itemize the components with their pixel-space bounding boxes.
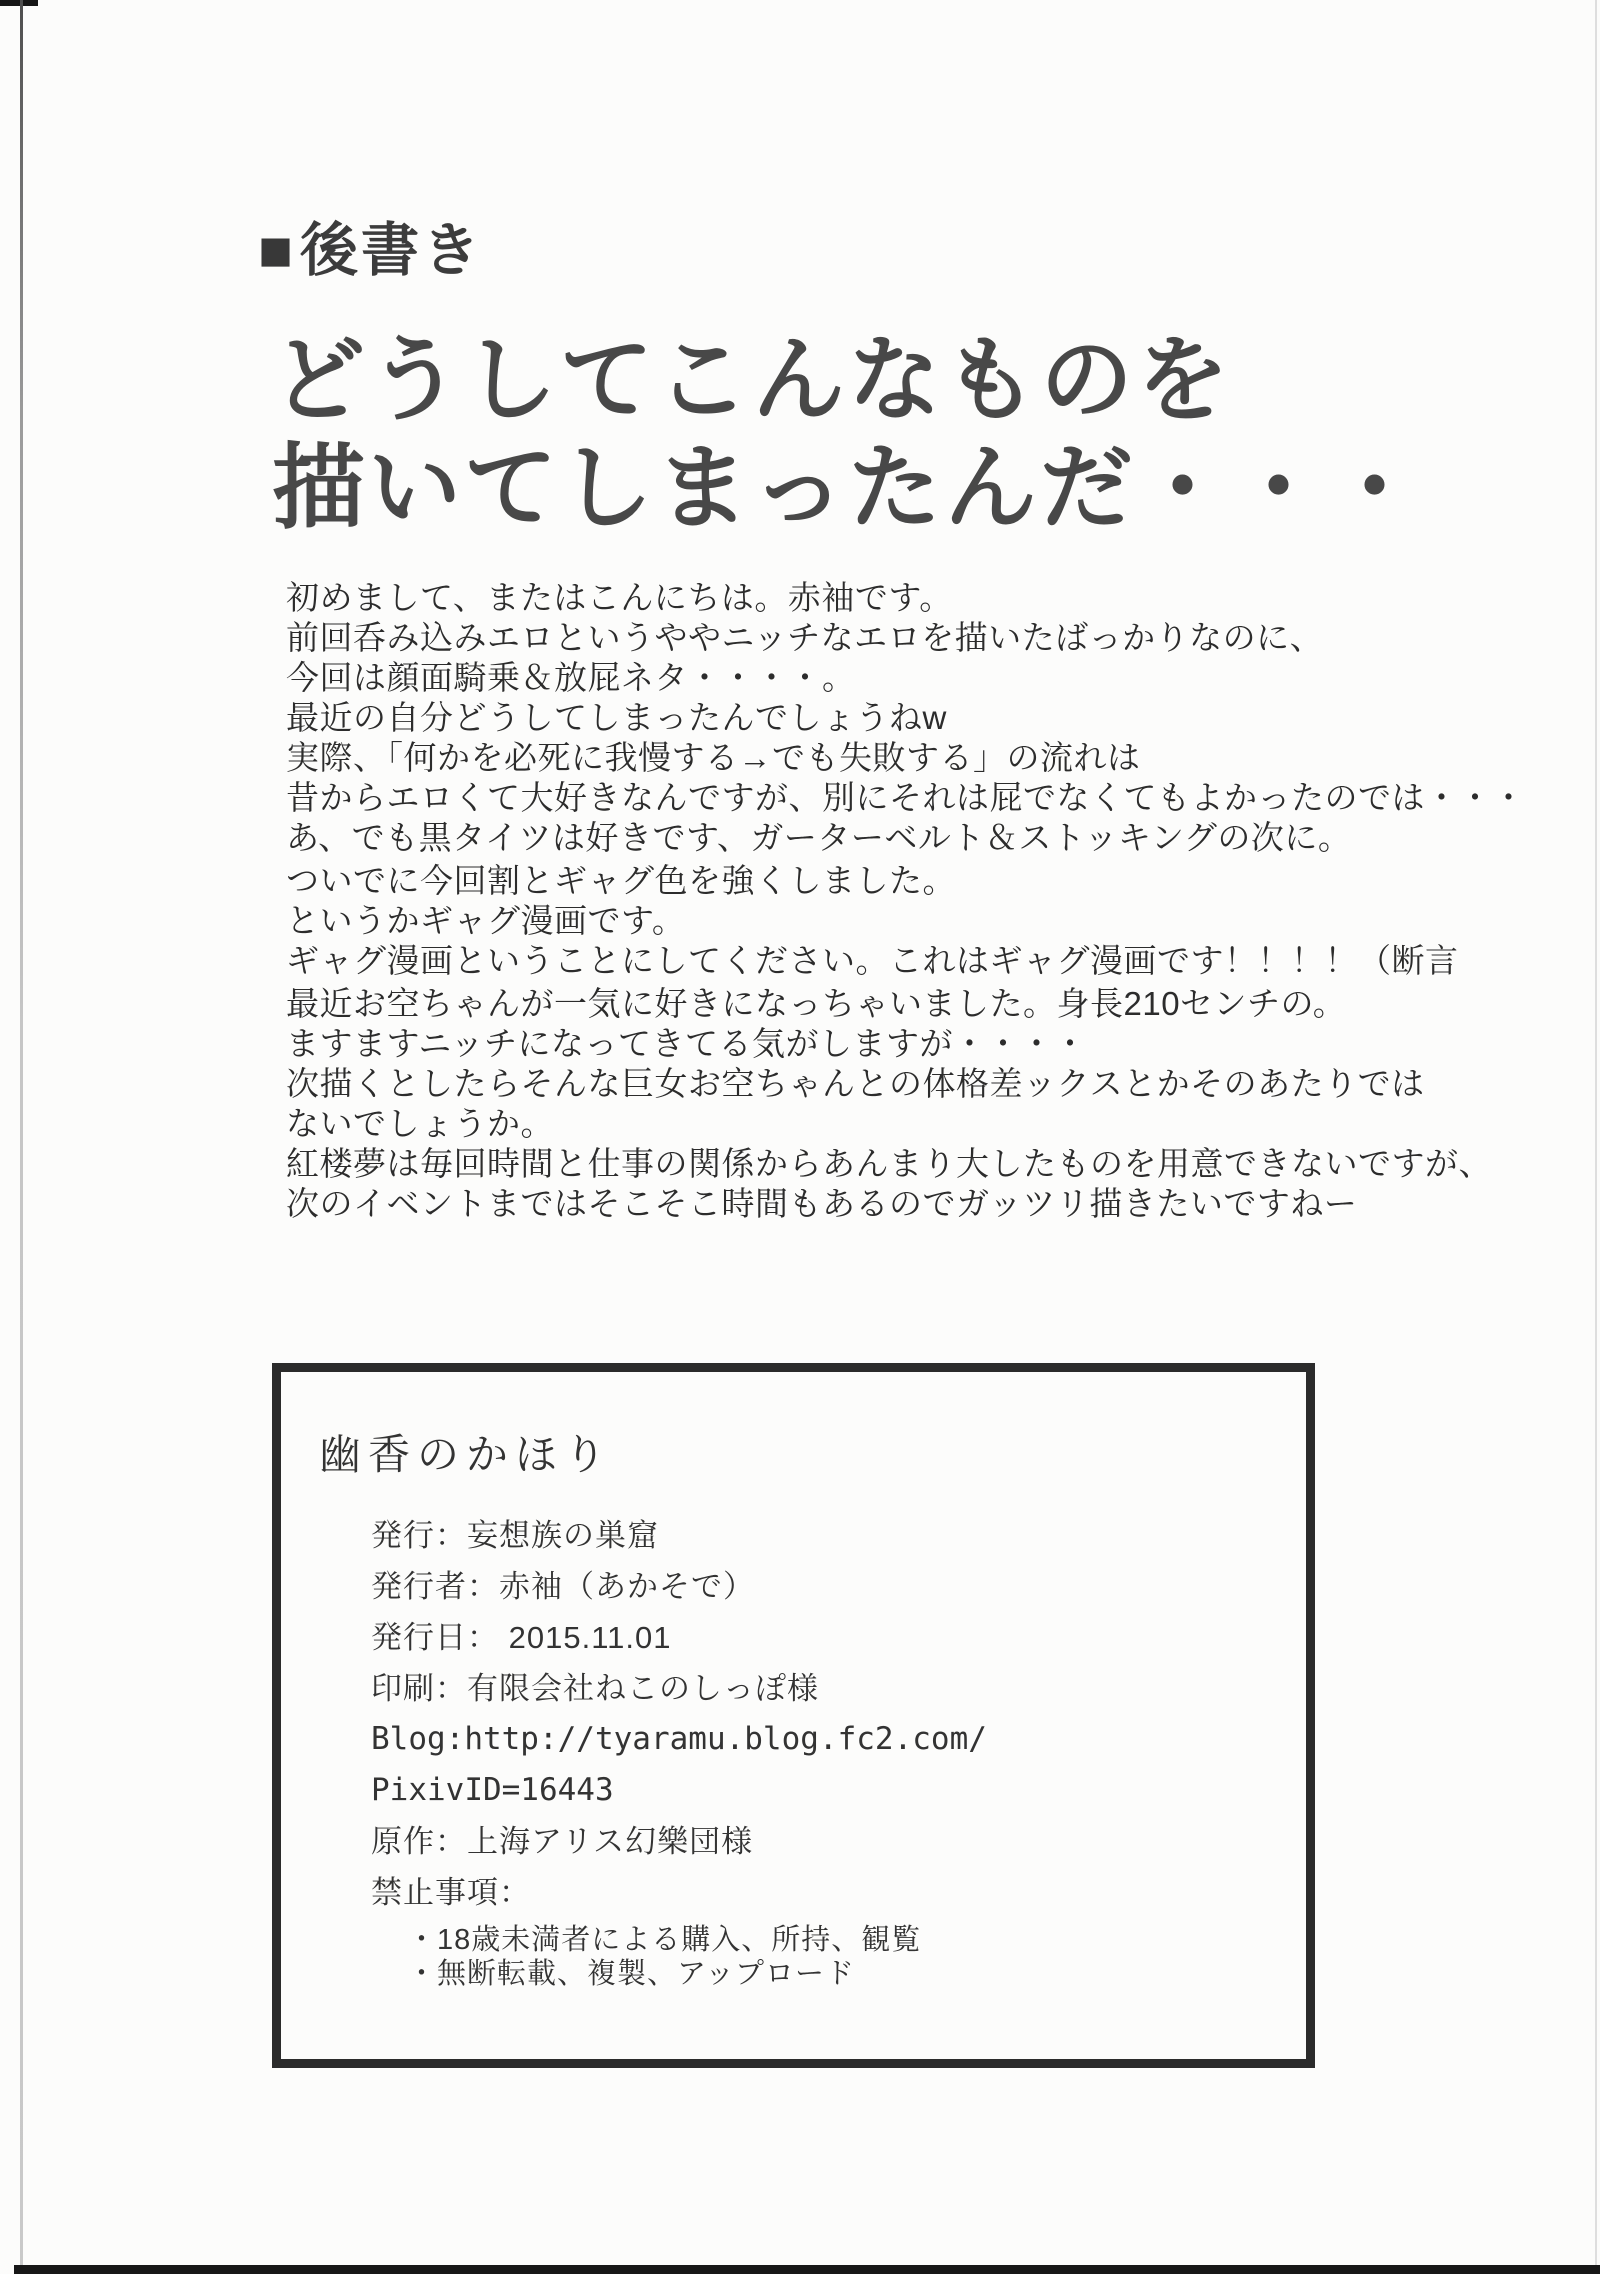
prohibited-item: ・無断転載、複製、アップロード — [407, 1958, 855, 1990]
paragraph-line: 最近お空ちゃんが一気に好きになっちゃいました。身長210センチの。 — [286, 985, 1347, 1022]
prohibited-item: ・18歳未満者による購入、所持、観覧 — [407, 1924, 922, 1956]
colophon-original-work: 原作：上海アリス幻樂団様 — [371, 1824, 754, 1859]
paragraph-3 — [286, 984, 1492, 1224]
scan-edge-bottom — [14, 2265, 1600, 2274]
prohibited-items — [407, 1923, 921, 1991]
doujin-title: 幽香のかほり — [319, 1431, 614, 1478]
paragraph-line: 紅楼夢は毎回時間と仕事の関係からあんまり大したものを用意できないですが、 — [286, 1145, 1492, 1182]
scan-edge-top-left — [0, 0, 38, 6]
colophon-entries — [371, 1510, 987, 1918]
colophon-author: 発行者：赤袖（あかそで） — [371, 1569, 755, 1604]
paragraph-line: 次のイベントまではそこそこ時間もあるのでガッツリ描きたいですねー — [286, 1185, 1358, 1222]
paragraph-line: 次描くとしたらそんな巨女お空ちゃんとの体格差ックスとかそのあたりでは — [286, 1065, 1425, 1102]
scan-edge-left — [20, 0, 23, 2274]
section-title: 後書き — [300, 218, 484, 283]
scan-edge-right — [1595, 0, 1597, 2274]
paragraph-line: 昔からエロくて大好きなんですが、別にそれは屁でなくてもよかったのでは・・・ — [286, 779, 1526, 816]
black-square-marker-icon: ■ — [258, 218, 297, 283]
paragraph-line: ますますニッチになってきてる気がしますが・・・・ — [286, 1025, 1088, 1062]
paragraph-2 — [286, 861, 1459, 981]
colophon-prohibited-heading: 禁止事項： — [371, 1875, 531, 1910]
paragraph-1 — [286, 578, 1526, 858]
paragraph-line: 初めまして、またはこんにちは。赤袖です。 — [286, 579, 953, 616]
colophon-pixiv-id: PixivID=16443 — [371, 1772, 614, 1808]
paragraph-line: というかギャグ漫画です。 — [286, 902, 686, 939]
paragraph-line: 実際、「何かを必死に我慢する→でも失敗する」の流れは — [286, 739, 1141, 776]
paragraph-line: 前回呑み込みエロというややニッチなエロを描いたばっかりなのに、 — [286, 619, 1324, 656]
paragraph-line: 今回は顔面騎乗＆放屁ネタ・・・・。 — [286, 659, 856, 696]
colophon-printer: 印刷：有限会社ねこのしっぽ様 — [371, 1671, 819, 1706]
paragraph-line: あ、でも黒タイツは好きです、ガーターベルト＆ストッキングの次に。 — [286, 819, 1352, 856]
colophon-publish-date: 発行日： 2015.11.01 — [371, 1620, 672, 1655]
paragraph-line: 最近の自分どうしてしまったんでしょうねw — [286, 699, 947, 736]
paragraph-line: ギャグ漫画ということにしてください。これはギャグ漫画です！！！！（断言 — [286, 942, 1459, 979]
paragraph-line: ないでしょうか。 — [286, 1105, 554, 1142]
paragraph-line: ついでに今回割とギャグ色を強くしました。 — [286, 862, 956, 899]
headline-line-1: どうしてこんなものを — [272, 328, 1232, 432]
colophon-box — [272, 1363, 1315, 2068]
section-header — [258, 203, 483, 287]
page-headline — [272, 326, 1424, 542]
headline-line-2: 描いてしまったんだ・・・ — [272, 436, 1424, 540]
colophon-blog-url: Blog:http://tyaramu.blog.fc2.com/ — [371, 1721, 987, 1757]
colophon-publisher: 発行：妄想族の巣窟 — [371, 1518, 659, 1553]
